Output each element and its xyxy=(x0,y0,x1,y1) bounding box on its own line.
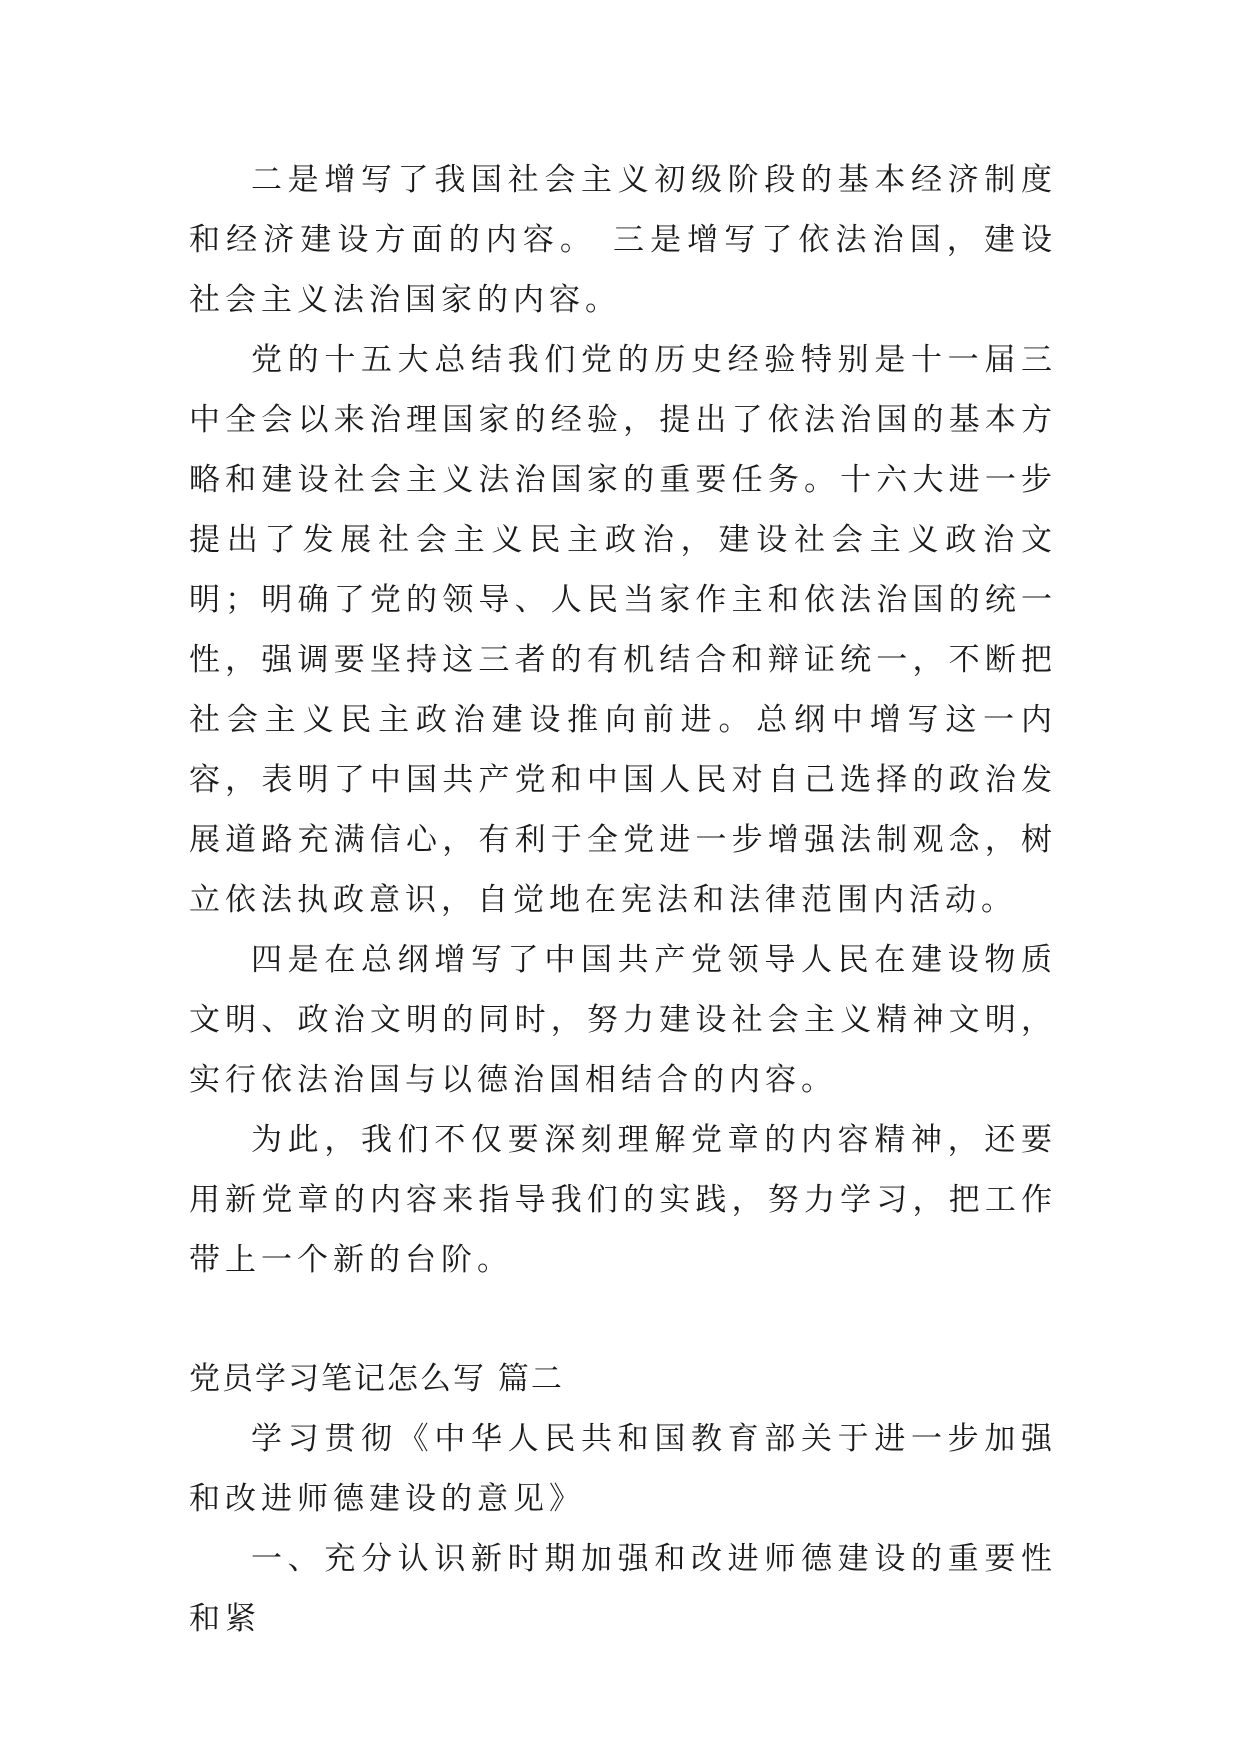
section-spacer xyxy=(189,1290,1057,1349)
paragraph-economic-system: 二是增写了我国社会主义初级阶段的基本经济制度和经济建设方面的内容。 三是增写了依法治国，建设社会主义法治国家的内容。 xyxy=(189,162,1057,318)
paragraph-section-one: 一、充分认识新时期加强和改进师德建设的重要性和紧 xyxy=(189,1541,1057,1637)
paragraph-conclusion: 为此，我们不仅要深刻理解党章的内容精神，还要用新党章的内容来指导我们的实践，努力学习，把工作带上一个新的台阶。 xyxy=(189,1122,1057,1278)
section-heading: 党员学习笔记怎么写 篇二 xyxy=(189,1361,564,1397)
paragraph-spiritual-civilization: 四是在总纲增写了中国共产党领导人民在建设物质文明、政治文明的同时，努力建设社会主义精神文明，实行依法治国与以德治国相结合的内容。 xyxy=(189,942,1057,1098)
document-body xyxy=(189,150,1057,1649)
paragraph-rule-of-law: 党的十五大总结我们党的历史经验特别是十一届三中全会以来治理国家的经验，提出了依法治国的基本方略和建设社会主义法治国家的重要任务。十六大进一步提出了发展社会主义民主政治，建设社会主义政治文明；明确了党的领导、人民当家作主和依法治国的统一性，强调要坚持这三者的有机结合和辩证统一，不断把社会主义民主政治建设推向前进。总纲中增写这一内容，表明了中国共产党和中国人民对自己选择的政治发展道路充满信心，有利于全党进一步增强法制观念，树立依法执政意识，自觉地在宪法和法律范围内活动。 xyxy=(189,342,1057,918)
paragraph-study-title: 学习贯彻《中华人民共和国教育部关于进一步加强和改进师德建设的意见》 xyxy=(189,1421,1057,1517)
